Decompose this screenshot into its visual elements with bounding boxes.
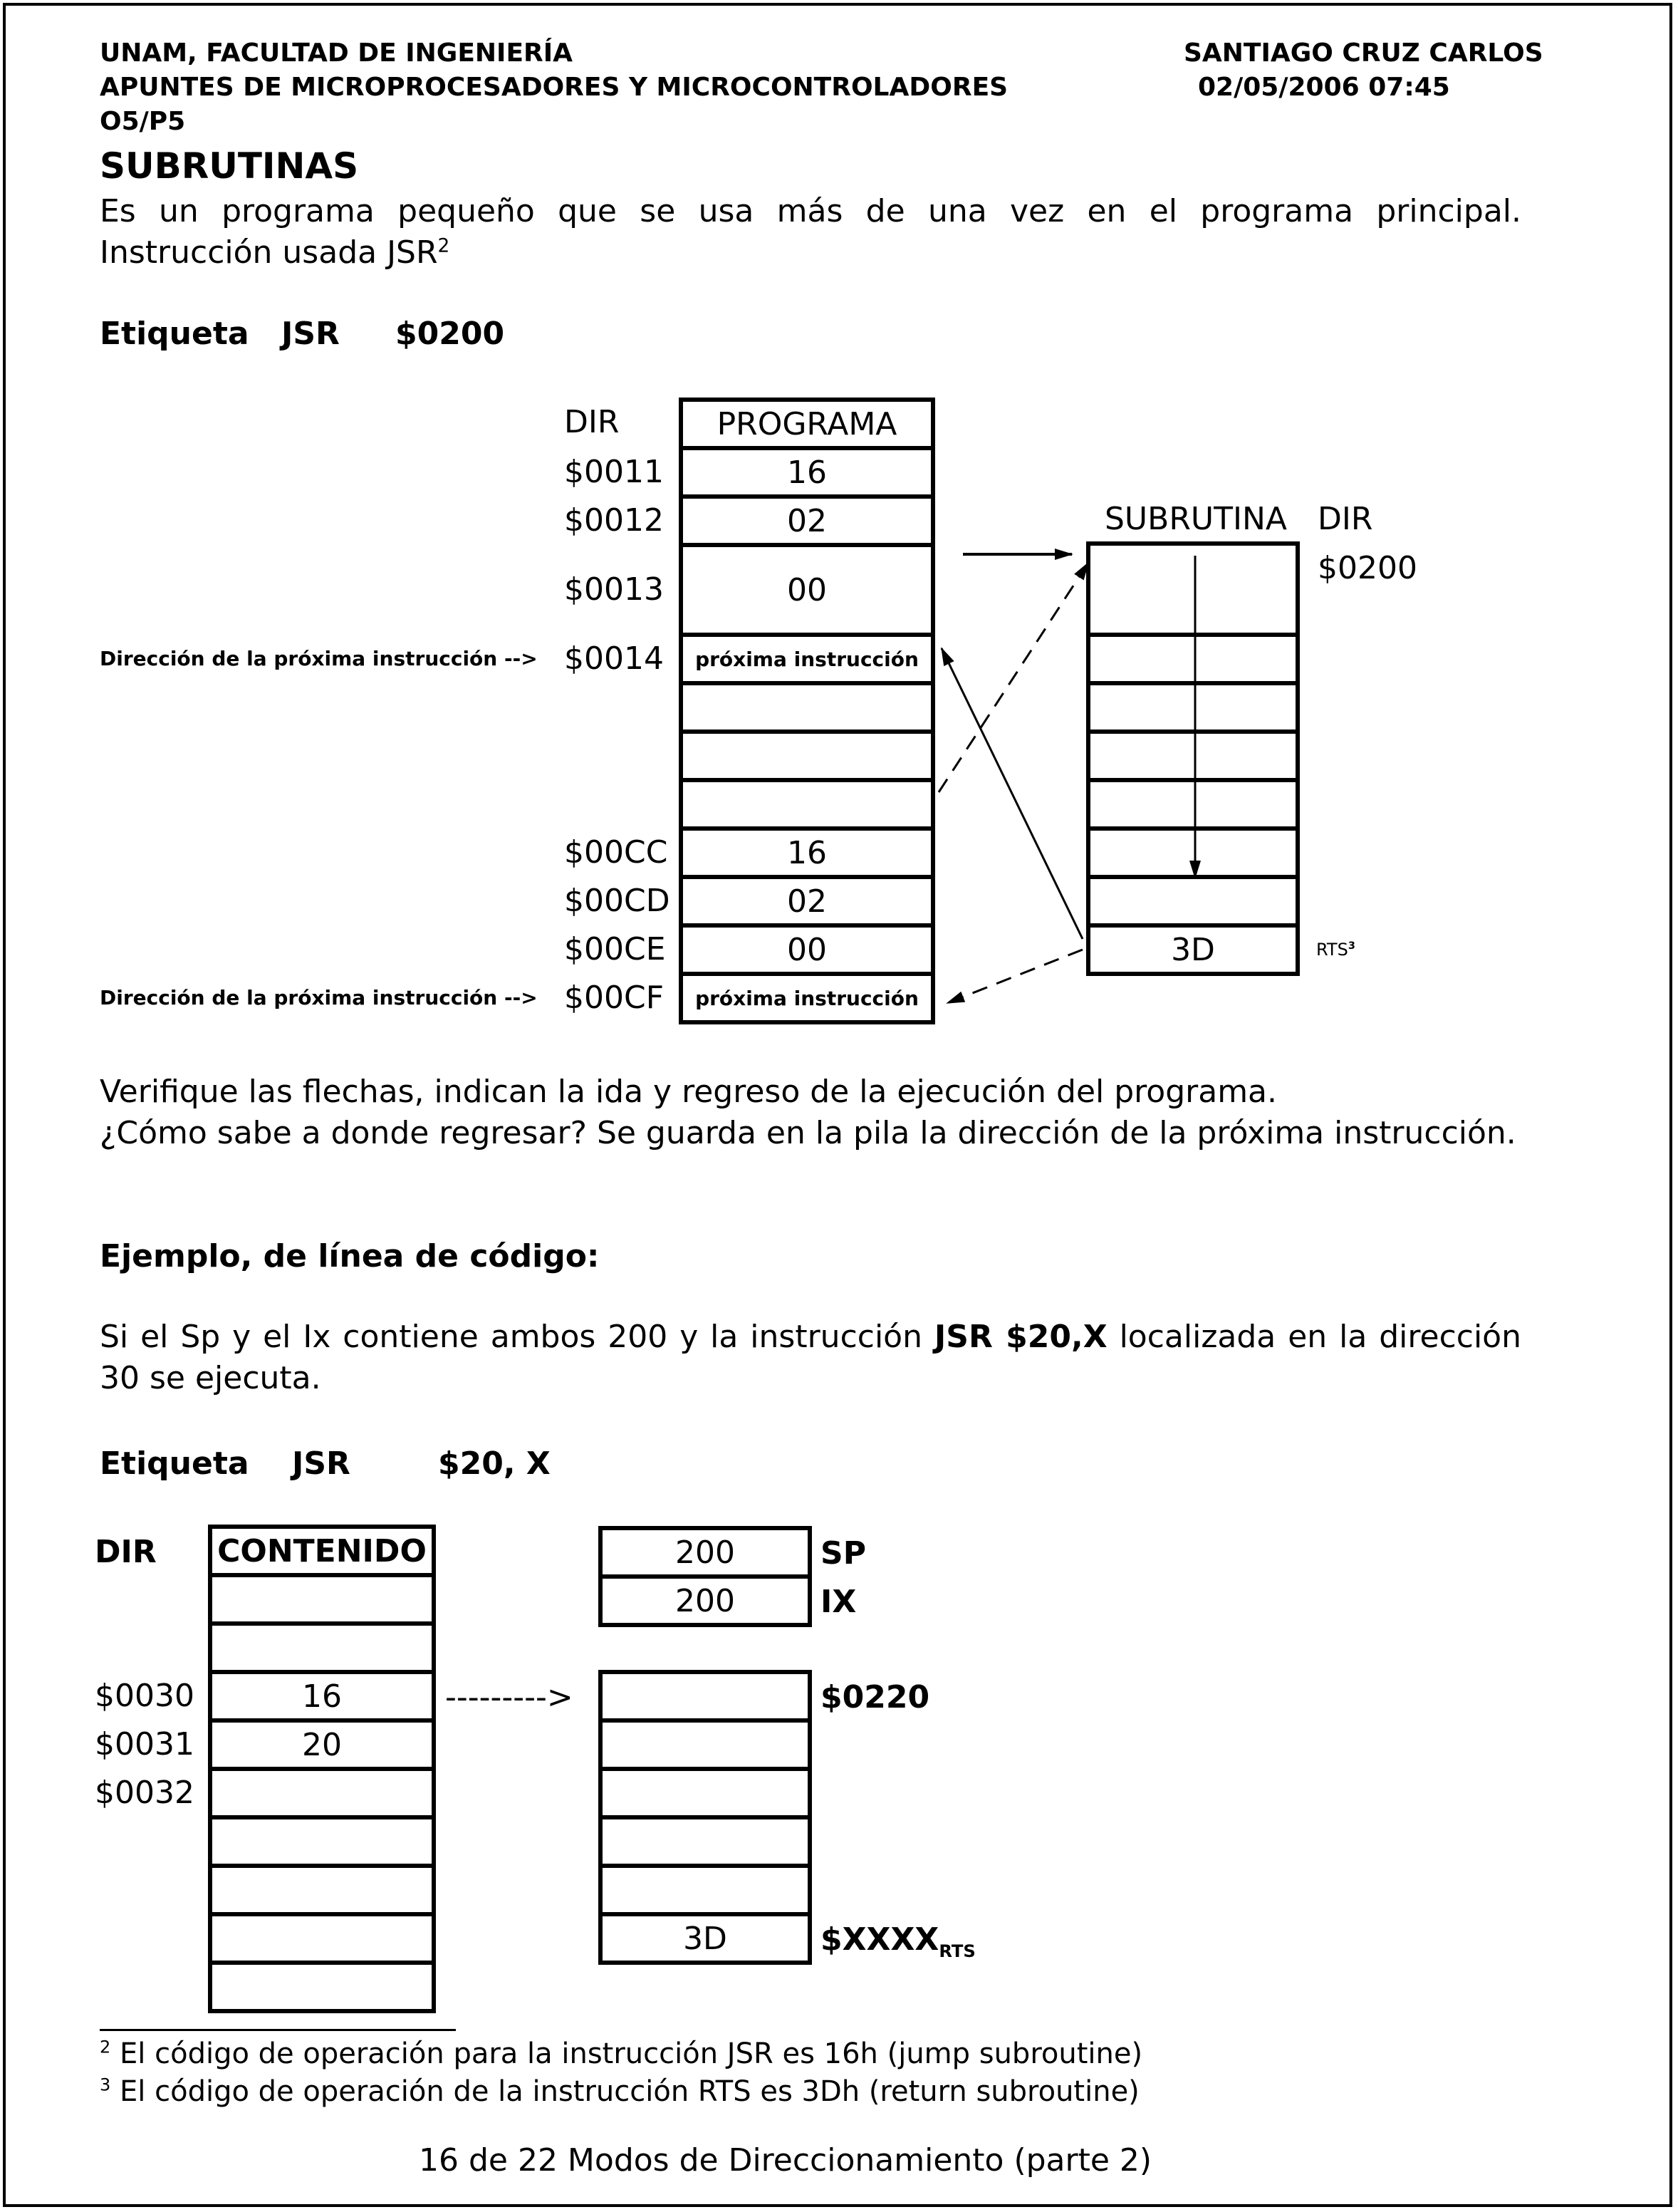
header-datetime: 02/05/2006 07:45: [1198, 73, 1450, 102]
program-dir-label: $0014: [564, 640, 664, 677]
memory-cell: 20: [208, 1718, 436, 1771]
example2-heading: Ejemplo, de línea de código:: [100, 1238, 600, 1274]
program-cell: 02: [679, 875, 935, 928]
para3-bold: JSR $20,X: [934, 1319, 1108, 1355]
memory-cell: [208, 1621, 436, 1674]
header-code: O5/P5: [100, 107, 186, 136]
memory-cell: [208, 1961, 436, 2013]
header-institution: UNAM, FACULTAD DE INGENIERÍA: [100, 38, 573, 68]
subroutine-start-dir: $0200: [1318, 550, 1417, 586]
register-name: IX: [820, 1584, 857, 1620]
target-cell: 3D: [598, 1912, 812, 1965]
header-course: APUNTES DE MICROPROCESADORES Y MICROCONTROLADORES: [100, 73, 1009, 102]
page-footer: 16 de 22 Modos de Direccionamiento (parte 2): [419, 2142, 1152, 2179]
memory-cell: [208, 1767, 436, 1819]
program-dir-label: $00CD: [564, 883, 670, 919]
register-name: SP: [820, 1535, 866, 1572]
footnote-3: [100, 2075, 1140, 2108]
ex1-operand: $0200: [395, 316, 505, 352]
program-cell: 02: [679, 494, 935, 547]
register-value: 200: [598, 1526, 812, 1579]
program-cell: 00: [679, 923, 935, 976]
register-value: 200: [598, 1574, 812, 1627]
target-cell: [598, 1864, 812, 1916]
ex2-label: Etiqueta: [100, 1445, 249, 1482]
footnote-divider: [100, 2029, 456, 2031]
program-col-header: PROGRAMA: [679, 398, 935, 450]
memory-dir-label: $0032: [95, 1775, 194, 1811]
target-cell: [598, 1718, 812, 1771]
memory-cell: [208, 1573, 436, 1626]
para2-line2: ¿Cómo sabe a donde regresar? Se guarda en la pila la dirección de la próxima instrucción.: [100, 1115, 1516, 1151]
target-end-dir-sub: RTS: [939, 1941, 976, 1961]
call-arrow-dashed: [939, 563, 1088, 792]
header-author: SANTIAGO CRUZ CARLOS: [1184, 38, 1543, 68]
ex1-instr: JSR: [281, 316, 340, 352]
target-end-dir-text: $XXXX: [820, 1921, 939, 1958]
next-instruction-note: Dirección de la próxima instrucción -->: [100, 986, 538, 1009]
program-cell: próxima instrucción: [679, 633, 935, 685]
memory-cell: [208, 1864, 436, 1916]
ex2-instr: JSR: [292, 1445, 350, 1482]
next-instruction-note: Dirección de la próxima instrucción -->: [100, 647, 538, 670]
program-dir-label: $00CC: [564, 834, 668, 871]
memory-cell: 16: [208, 1670, 436, 1723]
footnote-3-num: 3: [100, 2075, 111, 2095]
memory-cell: [208, 1912, 436, 1965]
memory-cell: [208, 1815, 436, 1868]
memory-dir-header: DIR: [95, 1534, 157, 1570]
program-dir-label: $0012: [564, 502, 664, 539]
target-end-dir: [820, 1919, 976, 1961]
program-dir-header: DIR: [564, 404, 620, 440]
program-dir-label: $00CF: [564, 980, 665, 1016]
intro-text: Es un programa pequeño que se usa más de una vez en el programa principal. Instrucción usada JSR: [100, 193, 1521, 271]
footnote-2-text: El código de operación para la instrucción JSR es 16h (jump subroutine): [120, 2037, 1143, 2070]
program-dir-label: $00CE: [564, 931, 666, 967]
target-cell: [598, 1767, 812, 1819]
return-arrow: [942, 648, 1083, 939]
memory-col-header: CONTENIDO: [208, 1525, 436, 1577]
jump-arrow-text: --------->: [445, 1679, 573, 1715]
program-cell: 16: [679, 446, 935, 499]
program-dir-label: $0011: [564, 454, 664, 490]
footnote-3-text: El código de operación de la instrucción RTS es 3Dh (return subroutine): [120, 2075, 1140, 2108]
rts-text: RTS: [1316, 940, 1348, 960]
program-cell: 00: [679, 543, 935, 637]
para3-post: localizada en la dirección 30 se ejecuta.: [100, 1319, 1521, 1396]
program-dir-label: $0013: [564, 571, 664, 608]
footnote-2-num: 2: [100, 2037, 111, 2057]
ex2-operand: $20, X: [438, 1445, 551, 1482]
subroutine-cell: 3D: [1086, 923, 1300, 976]
section-title: SUBRUTINAS: [100, 145, 359, 187]
target-cell: [598, 1670, 812, 1723]
subroutine-col-header: SUBRUTINA: [1105, 501, 1287, 537]
target-cell: [598, 1815, 812, 1868]
target-start-dir: $0220: [820, 1679, 930, 1715]
ex1-label: Etiqueta: [100, 316, 249, 352]
intro-footnote-ref: 2: [437, 234, 450, 257]
rts-footnote-ref: 3: [1348, 940, 1355, 952]
para2-line1: Verifique las flechas, indican la ida y regreso de la ejecución del programa.: [100, 1074, 1278, 1110]
memory-dir-label: $0031: [95, 1726, 194, 1762]
para3-pre: Si el Sp y el Ix contiene ambos 200 y la instrucción: [100, 1319, 934, 1355]
para3: [100, 1317, 1521, 1399]
program-cell: próxima instrucción: [679, 972, 935, 1024]
footnote-2: [100, 2037, 1142, 2070]
return-arrow-dashed: [947, 950, 1083, 1003]
memory-dir-label: $0030: [95, 1678, 194, 1714]
program-cell: 16: [679, 826, 935, 879]
subroutine-dir-header: DIR: [1318, 501, 1373, 537]
